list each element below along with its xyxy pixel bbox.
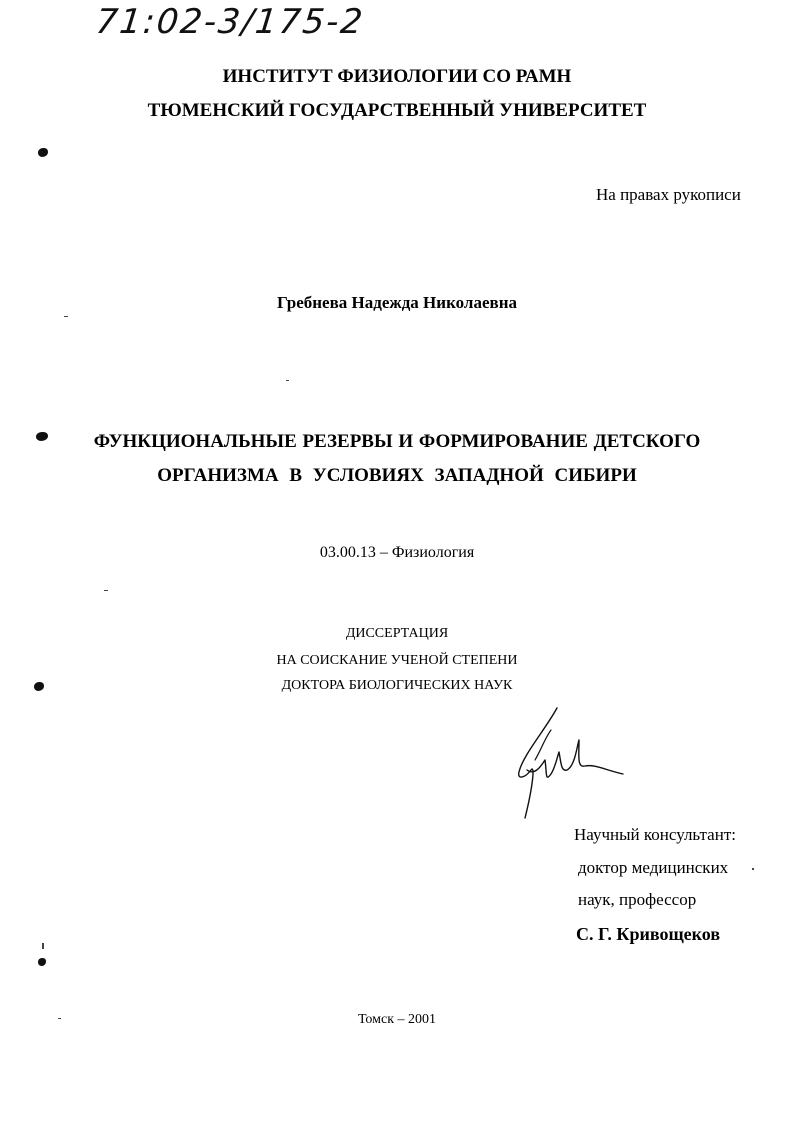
scan-speck <box>42 943 44 949</box>
archive-code-handwritten: 71:02-3/175-2 <box>93 2 367 42</box>
consultant-name: С. Г. Кривощеков <box>576 924 721 944</box>
consultant-label: Научный консультант: <box>574 825 736 844</box>
consultant-degree-line-2: наук, профессор <box>578 890 697 909</box>
consultant-degree-line-1: доктор медицинских <box>578 858 729 877</box>
punch-hole-mark <box>38 148 48 157</box>
dissertation-title-line-2: ОРГАНИЗМА В УСЛОВИЯХ ЗАПАДНОЙ СИБИРИ <box>157 465 637 486</box>
city-year: Томск – 2001 <box>357 1012 437 1027</box>
institution-line-2: ТЮМЕНСКИЙ ГОСУДАРСТВЕННЫЙ УНИВЕРСИТЕТ <box>147 100 647 121</box>
rights-note: На правах рукописи <box>596 185 741 204</box>
signature-stroke <box>535 730 551 760</box>
scan-speck <box>752 868 754 870</box>
specialty-code: 03.00.13 – Физиология <box>319 544 475 561</box>
signature-stroke <box>519 708 623 818</box>
institution-line-1: ИНСТИТУТ ФИЗИОЛОГИИ СО РАМН <box>222 66 572 87</box>
dissertation-title-line-1: ФУНКЦИОНАЛЬНЫЕ РЕЗЕРВЫ И ФОРМИРОВАНИЕ ДЕТСКОГО <box>93 431 701 452</box>
punch-hole-mark <box>38 958 46 966</box>
dissertation-type-line-1: ДИССЕРТАЦИЯ <box>345 626 449 641</box>
dissertation-type-line-2: НА СОИСКАНИЕ УЧЕНОЙ СТЕПЕНИ <box>276 653 518 668</box>
signature <box>505 700 635 825</box>
scan-speck <box>104 590 108 591</box>
dissertation-type-line-3: ДОКТОРА БИОЛОГИЧЕСКИХ НАУК <box>281 678 513 693</box>
scan-speck <box>286 380 289 381</box>
author-name: Гребнева Надежда Николаевна <box>277 293 517 312</box>
scan-speck <box>64 316 68 317</box>
